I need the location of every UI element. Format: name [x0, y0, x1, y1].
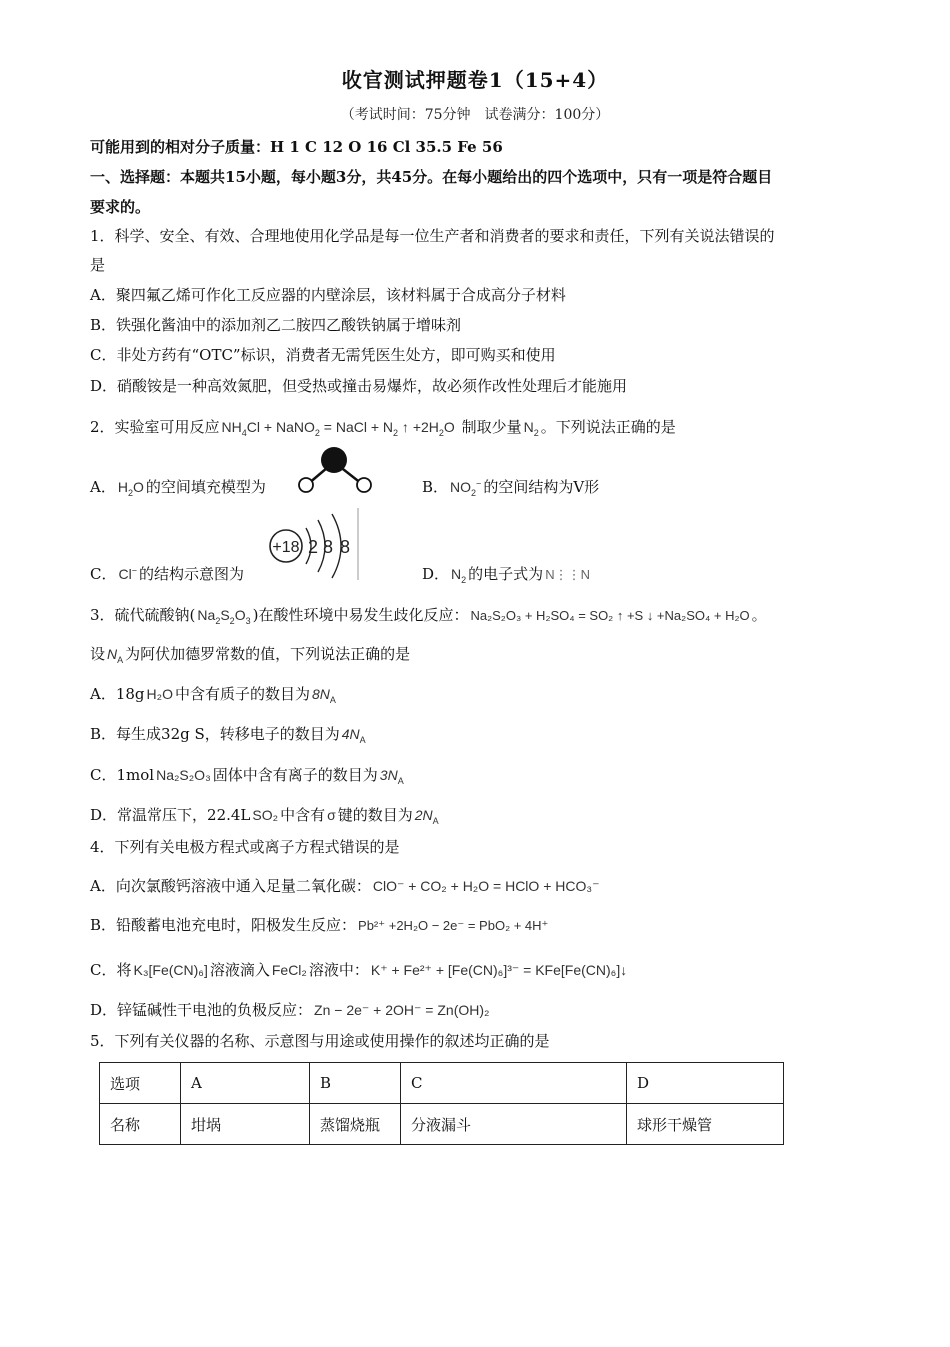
- q2-option-b: B． $NO_2^-$ 的空间结构为V形: [422, 478, 600, 498]
- q4-option-d: D．锌锰碱性干电池的负极反应： Zn − 2e⁻ + 2OH⁻ = Zn(OH)₂: [90, 1001, 490, 1019]
- q2-option-d: D． $N_2$ 的电子式为 N⋮⋮N: [422, 565, 590, 585]
- nucleus-charge: +18: [272, 539, 300, 556]
- hydrogen-atom-left: [299, 478, 313, 492]
- shell-electrons-3: 8: [339, 537, 351, 557]
- shell-electrons-2: 8: [322, 537, 334, 557]
- q4-option-a: A．向次氯酸钙溶液中通入足量二氧化碳： ClO⁻ + CO₂ + H₂O = HClO + HCO₃⁻: [90, 877, 600, 895]
- q1-option-d: D．硝酸铵是一种高效氮肥，但受热或撞击易爆炸，故必须作改性处理后才能施用: [90, 377, 628, 395]
- q3-sodium-thiosulfate: $Na_2S_2O_3$: [197, 607, 251, 626]
- hydrogen-atom-right: [357, 478, 371, 492]
- oxygen-atom: [321, 447, 347, 473]
- q4-a-equation: ClO⁻ + CO₂ + H₂O = HClO + HCO₃⁻: [372, 878, 600, 894]
- q4-b-equation: Pb²⁺ +2H₂O − 2e⁻ = PbO₂ + 4H⁺: [358, 918, 549, 933]
- q1-option-b: B．铁强化酱油中的添加剂乙二胺四乙酸铁钠属于增味剂: [90, 316, 462, 334]
- q3-option-a: A．18g H₂O 中含有质子的数目为 $8N_A$: [90, 685, 336, 705]
- shell-electrons-1: 2: [307, 537, 319, 557]
- table-cell: 名称: [100, 1104, 181, 1145]
- q1-stem-line2: 是: [90, 256, 106, 274]
- table-cell: 坩埚: [181, 1104, 310, 1145]
- q3-equation: Na₂S₂O₃ + H₂SO₄ = SO₂ ↑ +S ↓ +Na₂SO₄ + H₂O: [470, 608, 750, 623]
- table-cell: 蒸馏烧瓶: [310, 1104, 401, 1145]
- q4-c-equation: K⁺ + Fe²⁺ + [Fe(CN)₆]³⁻ = KFe[Fe(CN)₆]↓: [370, 962, 628, 978]
- table-row: [100, 1104, 784, 1145]
- q3-stem-line2: 设 $N_A$ 为阿伏加德罗常数的值，下列说法正确的是: [90, 645, 411, 665]
- q2-n2-formula: $N_2$: [523, 419, 539, 438]
- q3-option-d: D．常温常压下，22.4L SO₂ 中含有 σ 键的数目为 $2N_A$: [90, 806, 439, 826]
- q3-option-c: C．1mol Na₂S₂O₃ 固体中含有离子的数目为 $3N_A$: [90, 766, 404, 786]
- q2-stem-b: 制取少量: [456, 418, 522, 436]
- q4-stem: 4．下列有关电极方程式或离子方程式错误的是: [90, 838, 400, 856]
- section-heading-line2: 要求的。: [90, 198, 151, 216]
- table-cell: 分液漏斗: [401, 1104, 627, 1145]
- q2-stem: [90, 416, 676, 438]
- table-cell: B: [310, 1063, 401, 1104]
- q3-stem-line1: 3．硫代硫酸钠( $Na_2S_2O_3$ )在酸性环境中易发生歧化反应： Na₂S₂O₃ + H₂SO₄ = SO₂ ↑ +S ↓ +Na₂SO₄ + H₂O 。: [90, 606, 767, 626]
- q5-stem: 5．下列有关仪器的名称、示意图与用途或使用操作的叙述均正确的是: [90, 1032, 550, 1050]
- chloride-structure-diagram: [266, 506, 362, 582]
- table-cell: 选项: [100, 1063, 181, 1104]
- instrument-table: [99, 1062, 784, 1145]
- q2-option-a: A． $H_2O$ 的空间填充模型为: [90, 478, 266, 498]
- water-space-filling-model: [294, 444, 374, 494]
- q1-option-a: A．聚四氟乙烯可作化工反应器的内壁涂层，该材料属于合成高分子材料: [90, 286, 566, 304]
- section-heading-line1: 一、选择题：本题共15小题，每小题3分，共45分。在每小题给出的四个选项中，只有一项是符合题目: [90, 168, 773, 186]
- q4-d-equation: Zn − 2e⁻ + 2OH⁻ = Zn(OH)₂: [314, 1002, 490, 1018]
- q2-equation: $NH_4Cl$ + NaNO$_2$ = NaCl + $N_2$ ↑ $+2H_2O$: [221, 419, 455, 438]
- q2-d-formula: $N_2$: [451, 566, 467, 585]
- q2-a-formula: $H_2O$: [117, 479, 144, 498]
- q2-stem-a: 2．实验室可用反应: [90, 418, 220, 436]
- q4-option-b: B．铅酸蓄电池充电时，阳极发生反应： Pb²⁺ +2H₂O − 2e⁻ = PbO₂ + 4H⁺: [90, 916, 549, 934]
- q2-option-c: C． Cl− 的结构示意图为: [90, 565, 244, 583]
- table-cell: A: [181, 1063, 310, 1104]
- q1-stem-line1: 1．科学、安全、有效、合理地使用化学品是每一位生产者和消费者的要求和责任，下列有关说法错误的: [90, 227, 775, 245]
- q2-b-formula: $NO_2^-$: [450, 478, 482, 498]
- q4-option-c: C．将 K₃[Fe(CN)₆] 溶液滴入 FeCl₂ 溶液中： K⁺ + Fe²⁺ + [Fe(CN)₆]³⁻ = KFe[Fe(CN)₆]↓: [90, 961, 628, 979]
- n2-electron-formula: N⋮⋮N: [545, 567, 590, 582]
- exam-info: （考试时间：75分钟 试卷满分：100分）: [340, 107, 610, 123]
- table-row: [100, 1063, 784, 1104]
- q3-option-b: B．每生成32g S，转移电子的数目为 $4N_A$: [90, 725, 366, 745]
- relative-masses: 可能用到的相对分子质量：H 1 C 12 O 16 Cl 35.5 Fe 56: [90, 138, 503, 156]
- table-cell: D: [627, 1063, 784, 1104]
- q2-c-formula: Cl−: [118, 565, 137, 582]
- page-title: 收官测试押题卷1（15+4）: [341, 68, 609, 92]
- q1-option-c: C．非处方药有“OTC”标识，消费者无需凭医生处方，即可购买和使用: [90, 346, 556, 364]
- q2-stem-c: 。下列说法正确的是: [540, 418, 676, 436]
- table-cell: 球形干燥管: [627, 1104, 784, 1145]
- avogadro-symbol: $N_A$: [107, 646, 124, 665]
- table-cell: C: [401, 1063, 627, 1104]
